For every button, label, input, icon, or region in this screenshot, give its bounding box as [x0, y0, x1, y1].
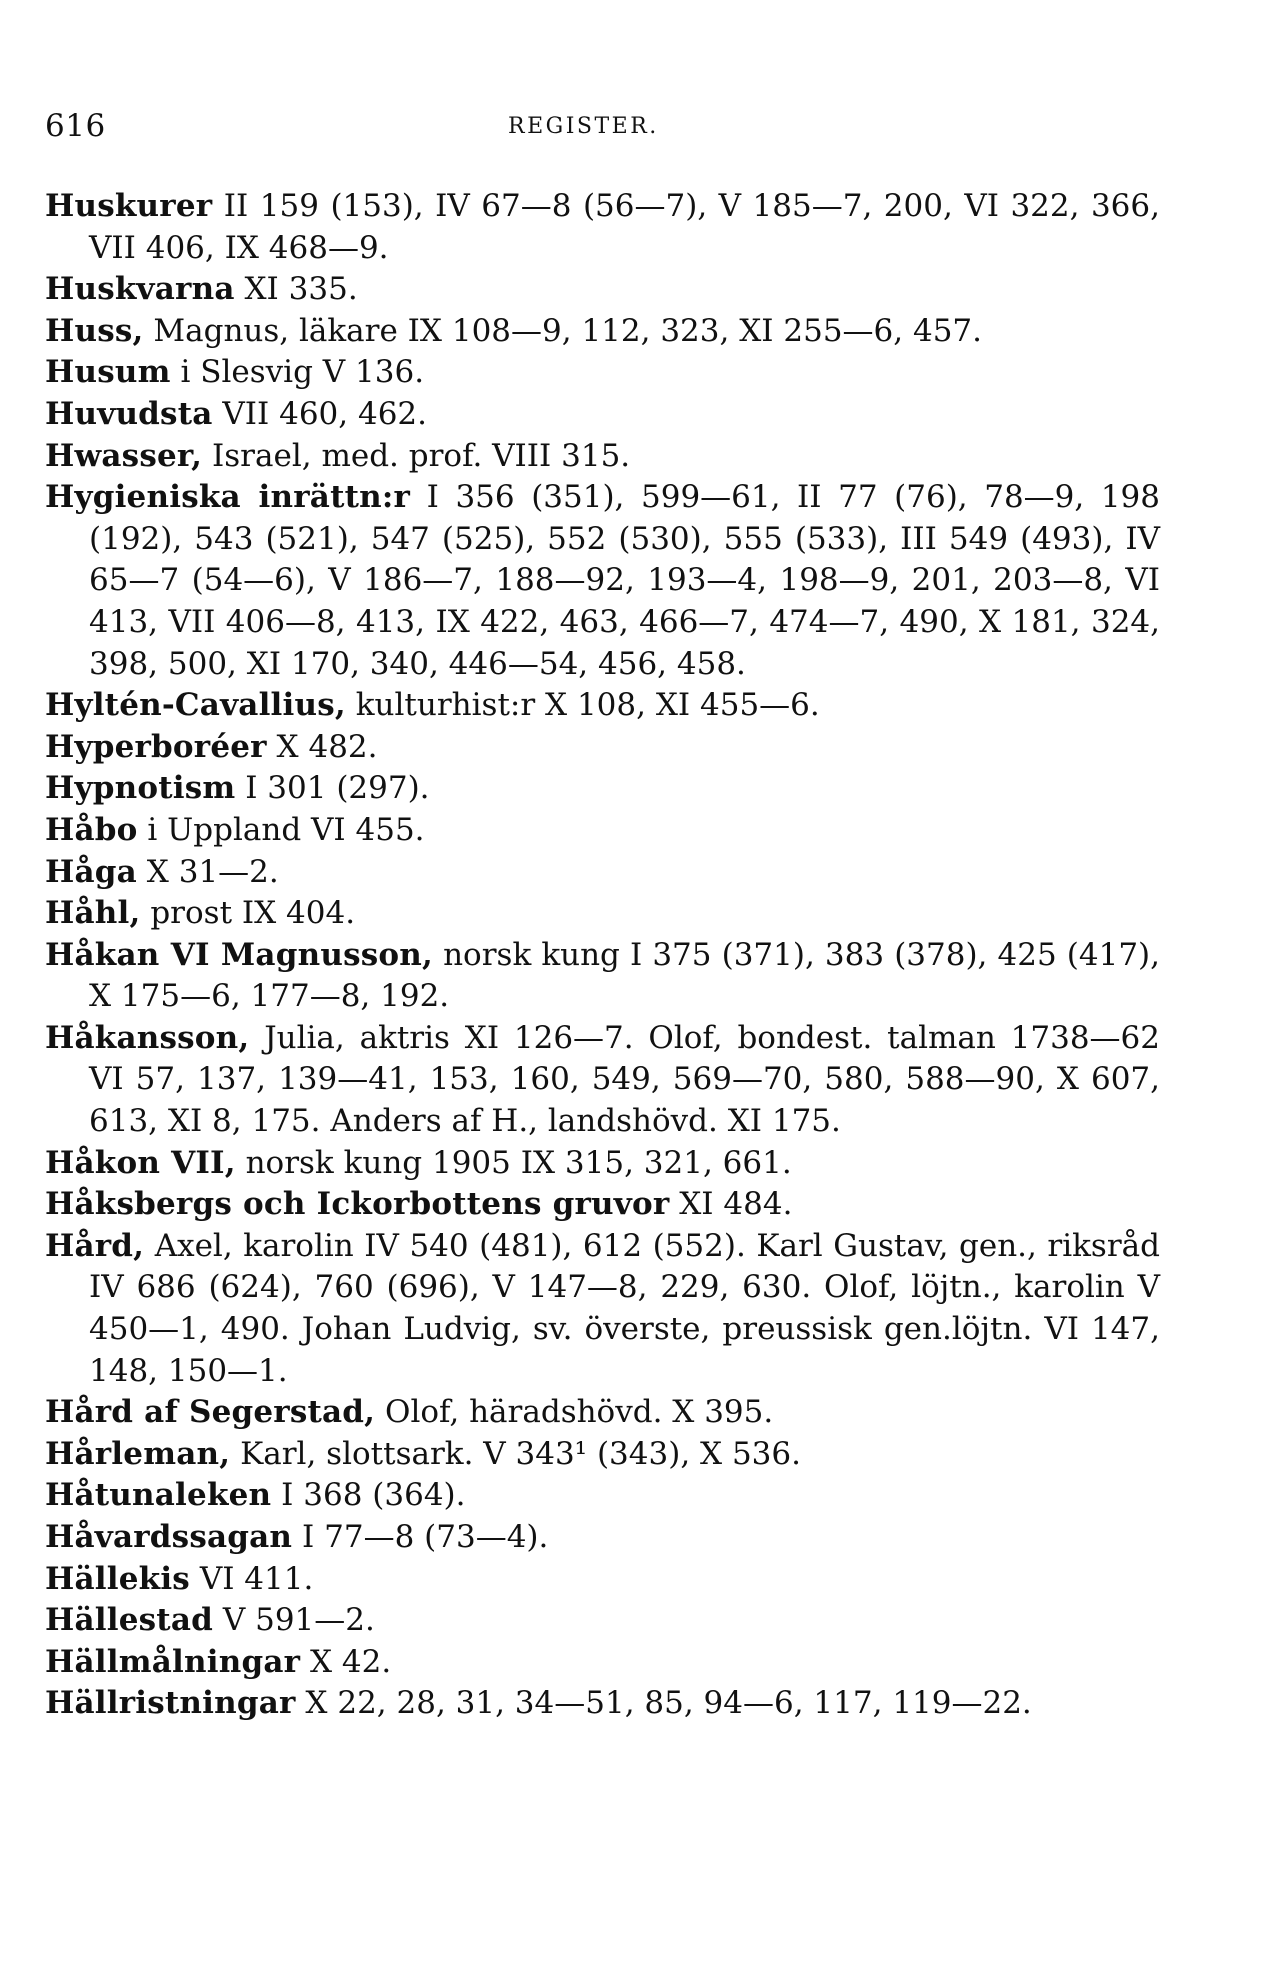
index-entry	[45, 1226, 1160, 1392]
index-entry	[45, 935, 1160, 1018]
entry-term: Hällristningar	[45, 1685, 296, 1722]
index-entry	[45, 1143, 1160, 1185]
entry-references: i Uppland VI 455.	[137, 811, 425, 848]
entry-references: Olof, häradshövd. X 395.	[375, 1394, 774, 1431]
entry-term: Husum	[45, 354, 171, 391]
entry-references: prost IX 404.	[140, 895, 356, 932]
entry-references: X 482.	[266, 728, 378, 765]
index-entry	[45, 311, 1160, 353]
page-number: 616	[45, 108, 106, 144]
entry-references: Julia, aktris XI 126—7. Olof, bondest. talman 1738—62 VI 57, 137, 139—41, 153, 160, 549, 569—70, 580, 588—90, X 607, 613, XI 8, 175. Anders af H., landshövd. XI 175.	[89, 1019, 1160, 1140]
index-entry	[45, 852, 1160, 894]
page-header	[45, 108, 1175, 148]
index-entry	[45, 893, 1160, 935]
entry-term: Håvardssagan	[45, 1519, 293, 1555]
entry-references: VI 411.	[189, 1560, 314, 1597]
entry-term: Huvudsta	[45, 395, 213, 432]
index-entry	[45, 394, 1160, 436]
index-entry	[45, 352, 1160, 394]
index-entry	[45, 269, 1160, 311]
entry-term: Hygieniska inrättn:r	[45, 479, 411, 516]
entry-term: Hällekis	[45, 1560, 190, 1597]
index-entry	[45, 477, 1160, 685]
index-entry	[45, 186, 1160, 269]
entry-references: XI 484.	[669, 1186, 793, 1223]
entry-term: Håga	[45, 853, 137, 890]
entry-term: Håhl,	[45, 895, 141, 932]
index-entry	[45, 1184, 1160, 1226]
entry-references: X 31—2.	[136, 853, 279, 890]
entry-references: X 42.	[300, 1643, 392, 1680]
index-entry	[45, 1475, 1160, 1517]
entry-references: Magnus, läkare IX 108—9, 112, 323, XI 255—6, 457.	[143, 312, 982, 349]
entry-term: Huskurer	[45, 188, 213, 224]
bleed-through-shadow	[1150, 140, 1270, 1900]
entry-references: VII 460, 462.	[212, 395, 428, 432]
entry-references: V 591—2.	[213, 1602, 375, 1639]
entry-term: Hård,	[45, 1227, 145, 1264]
entry-references: Israel, med. prof. VIII 315.	[202, 437, 631, 474]
entry-references: norsk kung I 375 (371), 383 (378), 425 (417), X 175—6, 177—8, 192.	[89, 936, 1160, 1015]
entry-term: Hällestad	[45, 1602, 213, 1639]
entry-references: kulturhist:r X 108, XI 455—6.	[345, 687, 820, 724]
entry-references: Karl, slottsark. V 343¹ (343), X 536.	[230, 1435, 801, 1472]
running-title: REGISTER.	[508, 114, 659, 139]
index-entry	[45, 1559, 1160, 1601]
index-entry	[45, 1600, 1160, 1642]
index-entry	[45, 436, 1160, 478]
entry-references: I 356 (351), 599—61, II 77 (76), 78—9, 198 (192), 543 (521), 547 (525), 552 (530), 555 (533), III 549 (493), IV 65—7 (54—6), V 186—7, 188—92, 193—4, 198—9, 201, 203—8, VI 413, VII 406—8, 413, IX 422, 463, 466—7, 474—7, 490, X 181, 324, 398, 500, XI 170, 340, 446—54, 456, 458.	[89, 479, 1161, 682]
index-entry	[45, 685, 1160, 727]
entry-term: Håtunaleken	[45, 1477, 272, 1514]
entry-term: Håkan VI Magnusson,	[45, 936, 433, 973]
entry-term: Huskvarna	[45, 271, 235, 308]
index-entry	[45, 1517, 1160, 1559]
entry-term: Huss,	[45, 312, 144, 349]
index-entry	[45, 768, 1160, 810]
entry-references: XI 335.	[234, 271, 358, 308]
index-entry	[45, 1642, 1160, 1684]
entry-references: X 22, 28, 31, 34—51, 85, 94—6, 117, 119—22.	[295, 1685, 1032, 1722]
index-entry	[45, 1434, 1160, 1476]
entry-term: Hällmålningar	[45, 1643, 301, 1680]
entry-term: Hård af Segerstad,	[45, 1394, 376, 1431]
entry-term: Håksbergs och Ickorbottens gruvor	[45, 1186, 670, 1223]
index-entry	[45, 810, 1160, 852]
entry-references: Axel, karolin IV 540 (481), 612 (552). Karl Gustav, gen., riksråd IV 686 (624), 760 (696), V 147—8, 229, 630. Olof, löjtn., karolin V 450—1, 490. Johan Ludvig, sv. överste, preussisk gen.löjtn. VI 147, 148, 150—1.	[89, 1227, 1160, 1389]
entry-term: Hypnotism	[45, 770, 236, 807]
index-entry	[45, 1018, 1160, 1143]
index-entry	[45, 727, 1160, 769]
entry-references: I 301 (297).	[235, 770, 430, 807]
entry-term: Hwasser,	[45, 437, 203, 474]
entry-term: Håbo	[45, 811, 138, 848]
index-entries	[45, 186, 1160, 1725]
entry-references: I 77—8 (73—4).	[292, 1519, 549, 1555]
entry-references: II 159 (153), IV 67—8 (56—7), V 185—7, 200, VI 322, 366, VII 406, IX 468—9.	[89, 188, 1160, 266]
entry-references: I 368 (364).	[271, 1477, 466, 1514]
entry-term: Hyltén-Cavallius,	[45, 687, 346, 724]
index-entry	[45, 1683, 1160, 1725]
entry-term: Håkansson,	[45, 1019, 250, 1056]
entry-references: norsk kung 1905 IX 315, 321, 661.	[235, 1144, 792, 1181]
entry-term: Hårleman,	[45, 1435, 231, 1472]
entry-references: i Slesvig V 136.	[170, 354, 425, 391]
entry-term: Hyperboréer	[45, 728, 267, 765]
index-entry	[45, 1392, 1160, 1434]
entry-term: Håkon VII,	[45, 1144, 236, 1181]
